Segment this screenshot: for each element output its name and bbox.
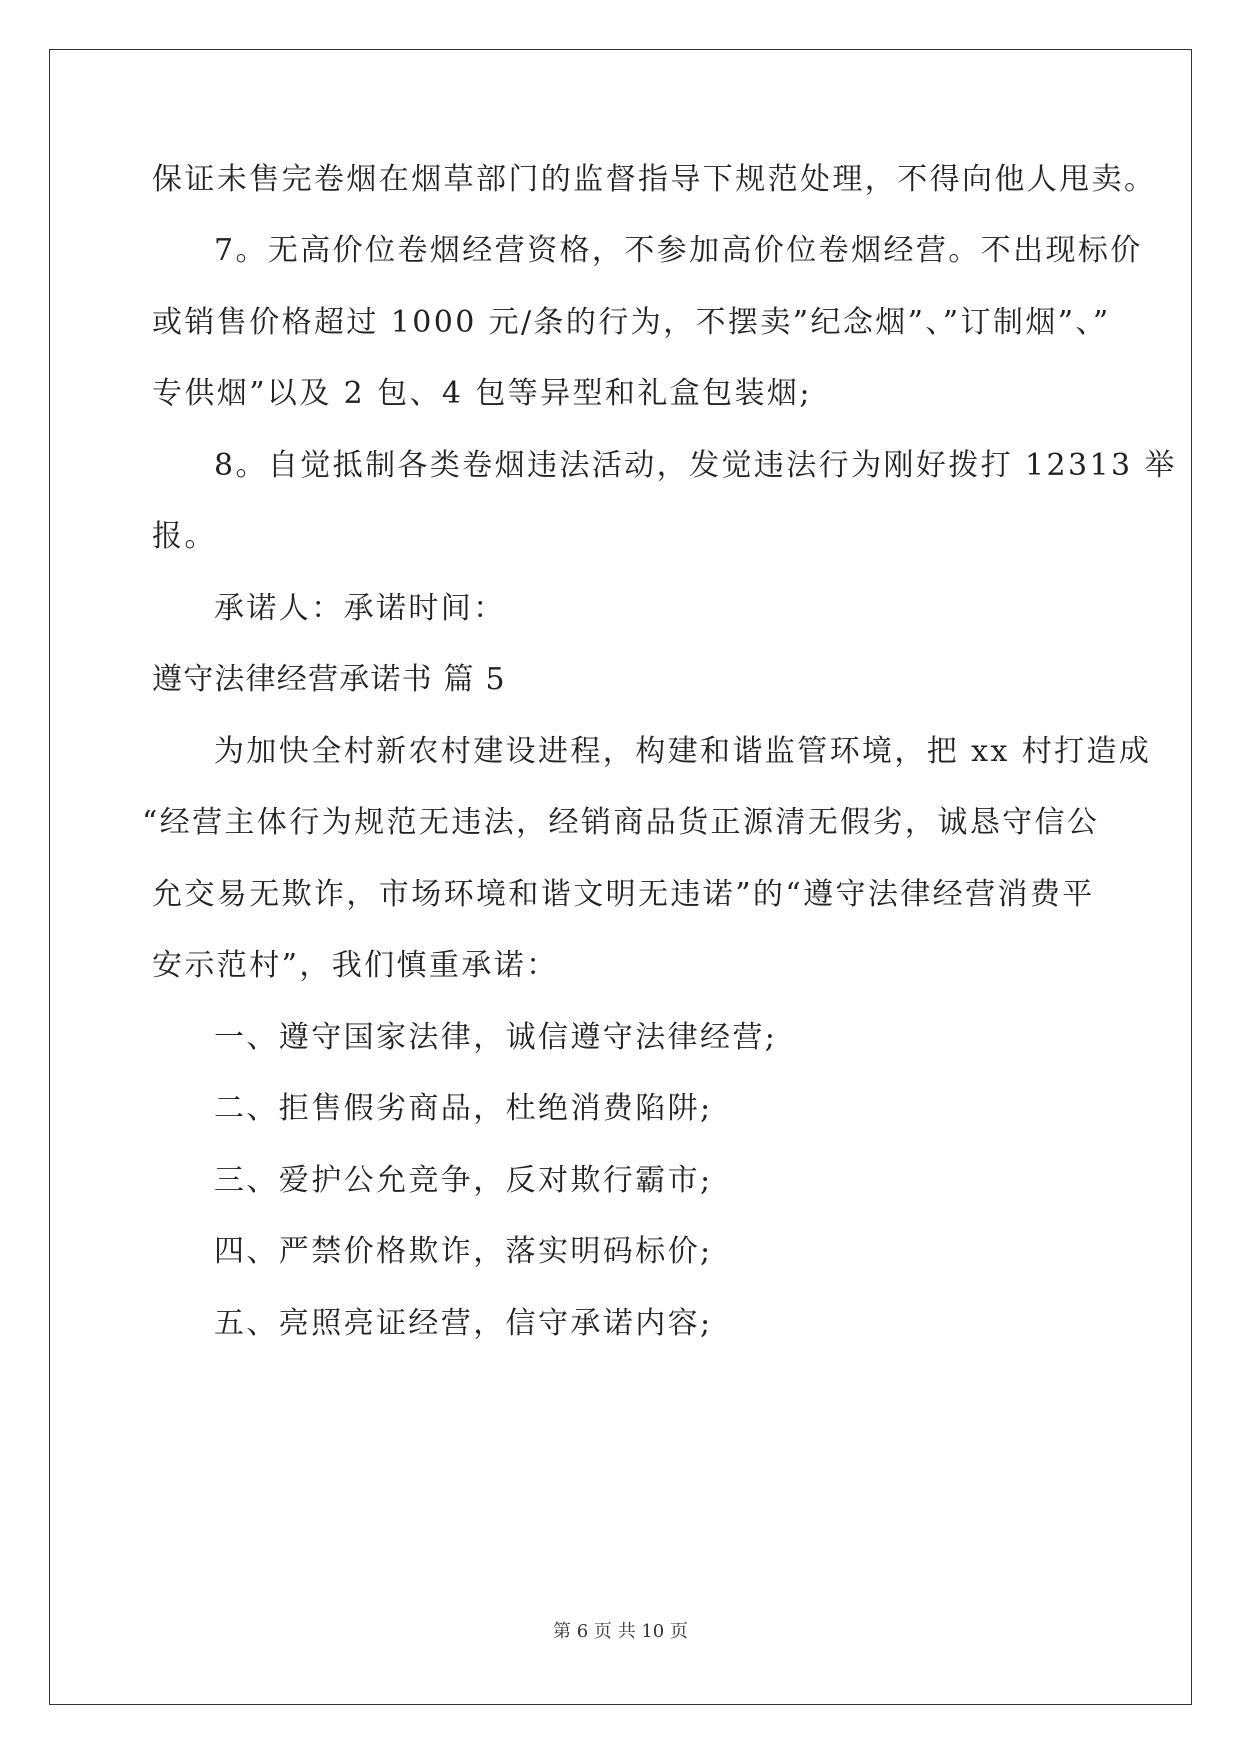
page-number-footer: 第 6 页 共 10 页	[553, 1621, 688, 1642]
list-item: 二、拒售假劣商品，杜绝消费陷阱;	[214, 1091, 713, 1126]
list-item: 四、严禁价格欺诈，落实明码标价;	[214, 1234, 713, 1269]
paragraph-line: 为加快全村新农村建设进程，构建和谐监管环境，把 xx 村打造成	[214, 734, 1152, 769]
paragraph-line: 7。无高价位卷烟经营资格，不参加高价位卷烟经营。不出现标价	[214, 233, 1143, 268]
paragraph-line: 安示范村”，我们慎重承诺：	[152, 948, 559, 983]
list-item: 一、遵守国家法律，诚信遵守法律经营;	[214, 1020, 778, 1055]
paragraph-line: 报。	[152, 519, 217, 554]
list-item: 五、亮照亮证经营，信守承诺内容;	[214, 1306, 713, 1341]
paragraph-line: “经营主体行为规范无违法，经销商品货正源清无假劣，诚恳守信公	[142, 805, 1100, 840]
paragraph-line: 保证未售完卷烟在烟草部门的监督指导下规范处理，不得向他人甩卖。	[152, 162, 1157, 197]
paragraph-line: 8。自觉抵制各类卷烟违法活动，发觉违法行为刚好拨打 12313 举	[214, 448, 1177, 483]
paragraph-line: 专供烟”以及 2 包、4 包等异型和礼盒包装烟;	[152, 376, 812, 411]
paragraph-line: 或销售价格超过 1000 元/条的行为，不摆卖”纪念烟”、”订制烟”、”	[152, 305, 1111, 340]
signature-line: 承诺人：承诺时间：	[214, 591, 506, 626]
list-item: 三、爱护公允竞争，反对欺行霸市;	[214, 1163, 713, 1198]
section-heading: 遵守法律经营承诺书 篇 5	[152, 662, 506, 697]
paragraph-line: 允交易无欺诈，市场环境和谐文明无违诺”的“遵守法律经营消费平	[152, 877, 1095, 912]
